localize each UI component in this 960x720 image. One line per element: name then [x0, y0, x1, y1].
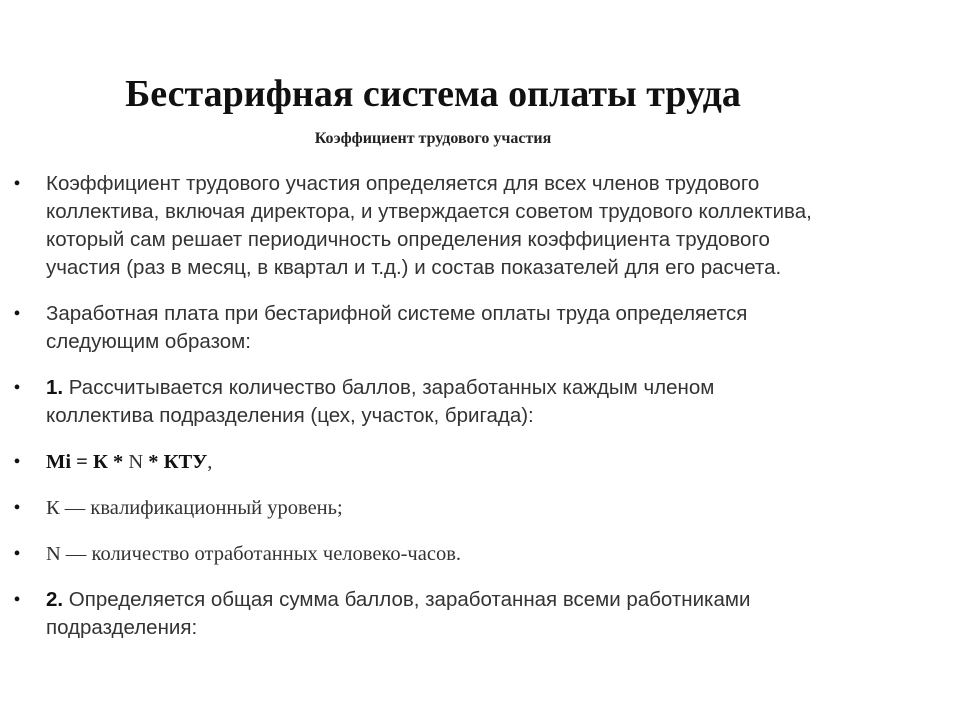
bullet-text: N — количество отработанных человеко-часов.: [46, 543, 461, 565]
formula-part-a: Mi = К *: [46, 451, 129, 473]
formula-part-n: N: [128, 451, 144, 473]
bullet-text: К — квалификационный уровень;: [46, 497, 343, 519]
bullet-formula: [0, 448, 930, 476]
slide-title: Бестарифная система оплаты труда: [125, 73, 741, 115]
bullet-k-definition: [0, 494, 930, 522]
bullet-text: Рассчитывается количество баллов, заработанных каждым членом коллектива подразделения (цех, участок, бригада):: [46, 376, 715, 427]
bullet-salary-method: [0, 300, 776, 356]
bullet-ktu-definition: [0, 170, 836, 282]
bullet-text: Определяется общая сумма баллов, заработанная всеми работниками подразделения:: [46, 588, 751, 639]
slide-subtitle: Коэффициент трудового участия: [314, 130, 552, 147]
bullet-step-1: [0, 374, 766, 430]
step-number: 1.: [46, 376, 64, 399]
bullet-n-definition: [0, 540, 930, 568]
bullet-text: Заработная плата при бестарифной системе оплаты труда определяется следующим образом:: [46, 302, 748, 353]
bullet-marker: •: [13, 377, 21, 399]
bullet-marker: •: [13, 497, 21, 519]
bullet-text: Коэффициент трудового участия определяется для всех членов трудового коллектива, включая директора, и утверждается советом трудового коллектива, который сам решает периодичность определения коэффициента трудового участия (раз в месяц, в квартал и т.д.) и состав показателей для его расчета.: [46, 172, 812, 279]
formula-tail: ,: [207, 451, 213, 473]
bullet-step-2: [0, 586, 806, 642]
bullet-marker: •: [13, 589, 21, 611]
bullet-marker: •: [13, 543, 21, 565]
bullet-marker: •: [13, 451, 21, 473]
bullet-marker: •: [13, 303, 21, 325]
bullet-list: [0, 170, 930, 660]
step-number: 2.: [46, 588, 64, 611]
bullet-marker: •: [13, 173, 21, 195]
formula-part-c: * КТУ: [143, 451, 208, 473]
